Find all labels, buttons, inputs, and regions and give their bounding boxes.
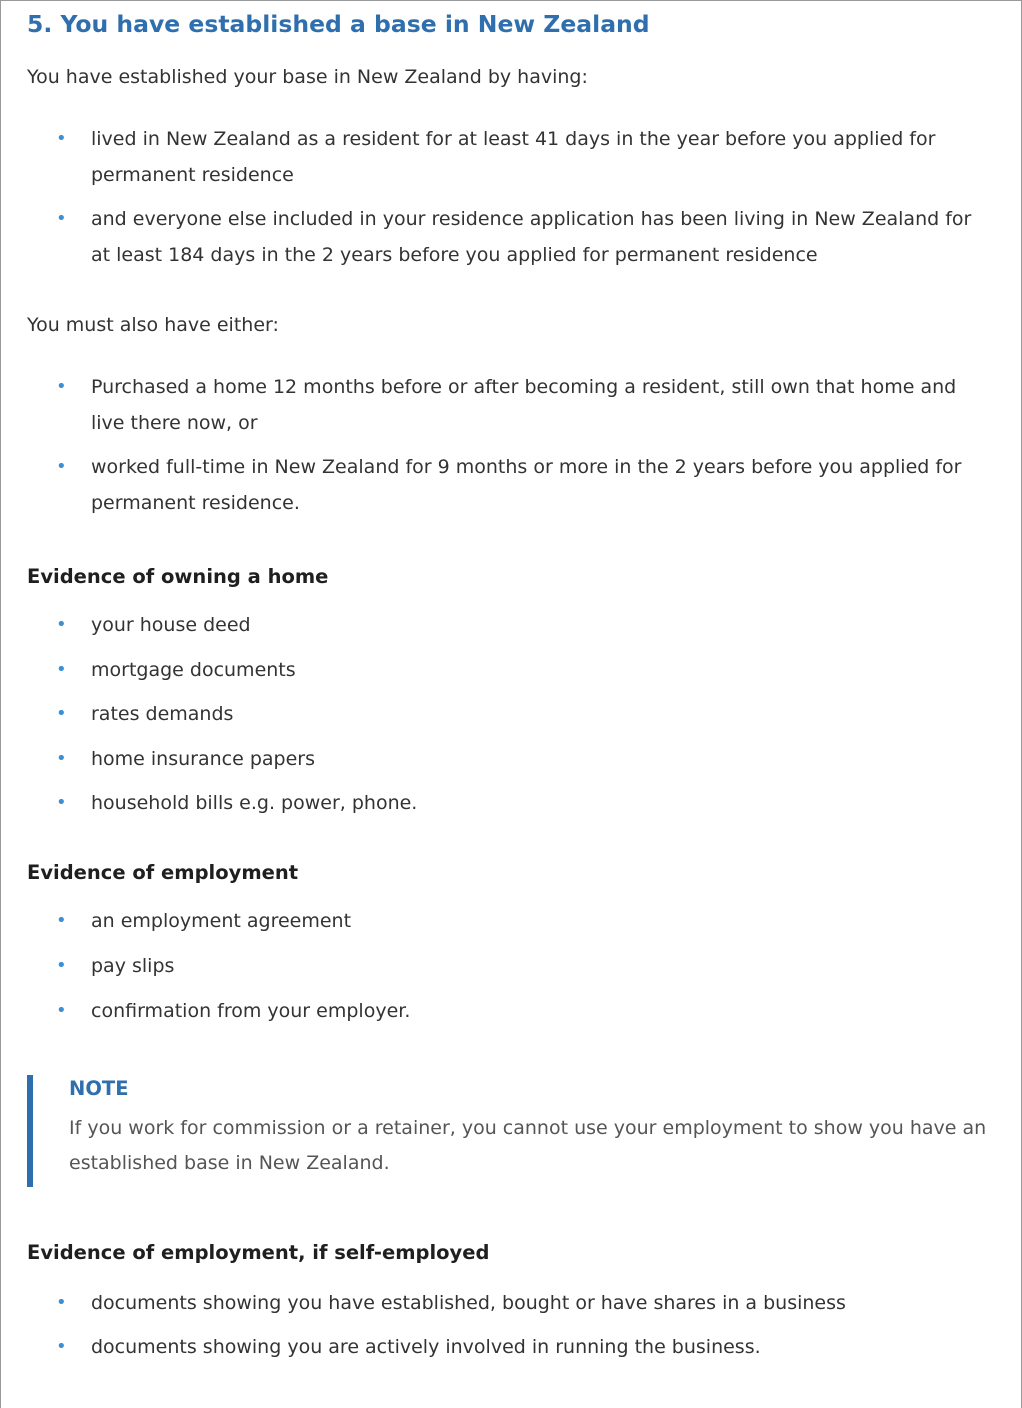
list-item: • lived in New Zealand as a resident for at least 41 days in the year before you applied for permanent residence	[27, 121, 991, 193]
bullet-icon: •	[56, 128, 67, 149]
list-item: • Purchased a home 12 months before or after becoming a resident, still own that home and live there now, or	[27, 369, 991, 441]
bullet-icon: •	[56, 456, 67, 477]
either-criteria-list	[27, 369, 991, 521]
bullet-icon: •	[56, 658, 67, 680]
list-item: • an employment agreement	[27, 903, 991, 939]
home-evidence-heading: Evidence of owning a home	[27, 565, 329, 588]
note-text: If you work for commission or a retainer, you cannot use your employment to show you have an established base in New Zealand.	[69, 1116, 987, 1174]
list-item: • worked full-time in New Zealand for 9 months or more in the 2 years before you applied for permanent residence.	[27, 449, 991, 521]
list-item: • confirmation from your employer.	[27, 993, 991, 1029]
list-item: • home insurance papers	[27, 741, 991, 777]
bullet-icon: •	[56, 954, 67, 976]
bullet-icon: •	[56, 703, 67, 725]
bullet-icon: •	[56, 747, 67, 769]
list-item: • your house deed	[27, 607, 991, 643]
list-item: • household bills e.g. power, phone.	[27, 785, 991, 821]
self-employed-evidence-list	[27, 1285, 991, 1366]
employment-evidence-list	[27, 903, 991, 1028]
bullet-icon: •	[56, 208, 67, 229]
page-content	[1, 1, 1021, 1365]
home-evidence-list	[27, 607, 991, 821]
bullet-icon: •	[56, 614, 67, 635]
note-callout	[27, 1075, 991, 1187]
intro-paragraph: You have established your base in New Zealand by having:	[27, 66, 588, 88]
bullet-icon: •	[56, 1336, 67, 1358]
also-paragraph: You must also have either:	[27, 314, 279, 336]
section-title: 5. You have established a base in New Zealand	[27, 10, 650, 38]
bullet-icon: •	[56, 376, 67, 397]
note-title: NOTE	[69, 1076, 129, 1100]
list-item: • pay slips	[27, 948, 991, 984]
list-item: • mortgage documents	[27, 652, 991, 688]
list-item: • documents showing you are actively involved in running the business.	[27, 1329, 991, 1365]
list-item: • rates demands	[27, 696, 991, 732]
base-criteria-list	[27, 121, 991, 273]
employment-evidence-heading: Evidence of employment	[27, 861, 299, 885]
bullet-icon: •	[56, 792, 67, 814]
bullet-icon: •	[56, 999, 67, 1021]
list-item: • documents showing you have established, bought or have shares in a business	[27, 1285, 991, 1321]
bullet-icon: •	[56, 910, 67, 932]
self-employed-evidence-heading: Evidence of employment, if self-employed	[27, 1240, 490, 1264]
list-item: • and everyone else included in your residence application has been living in New Zealand for at least 184 days in the 2 years before you applied for permanent residence	[27, 201, 991, 273]
bullet-icon: •	[56, 1291, 67, 1313]
